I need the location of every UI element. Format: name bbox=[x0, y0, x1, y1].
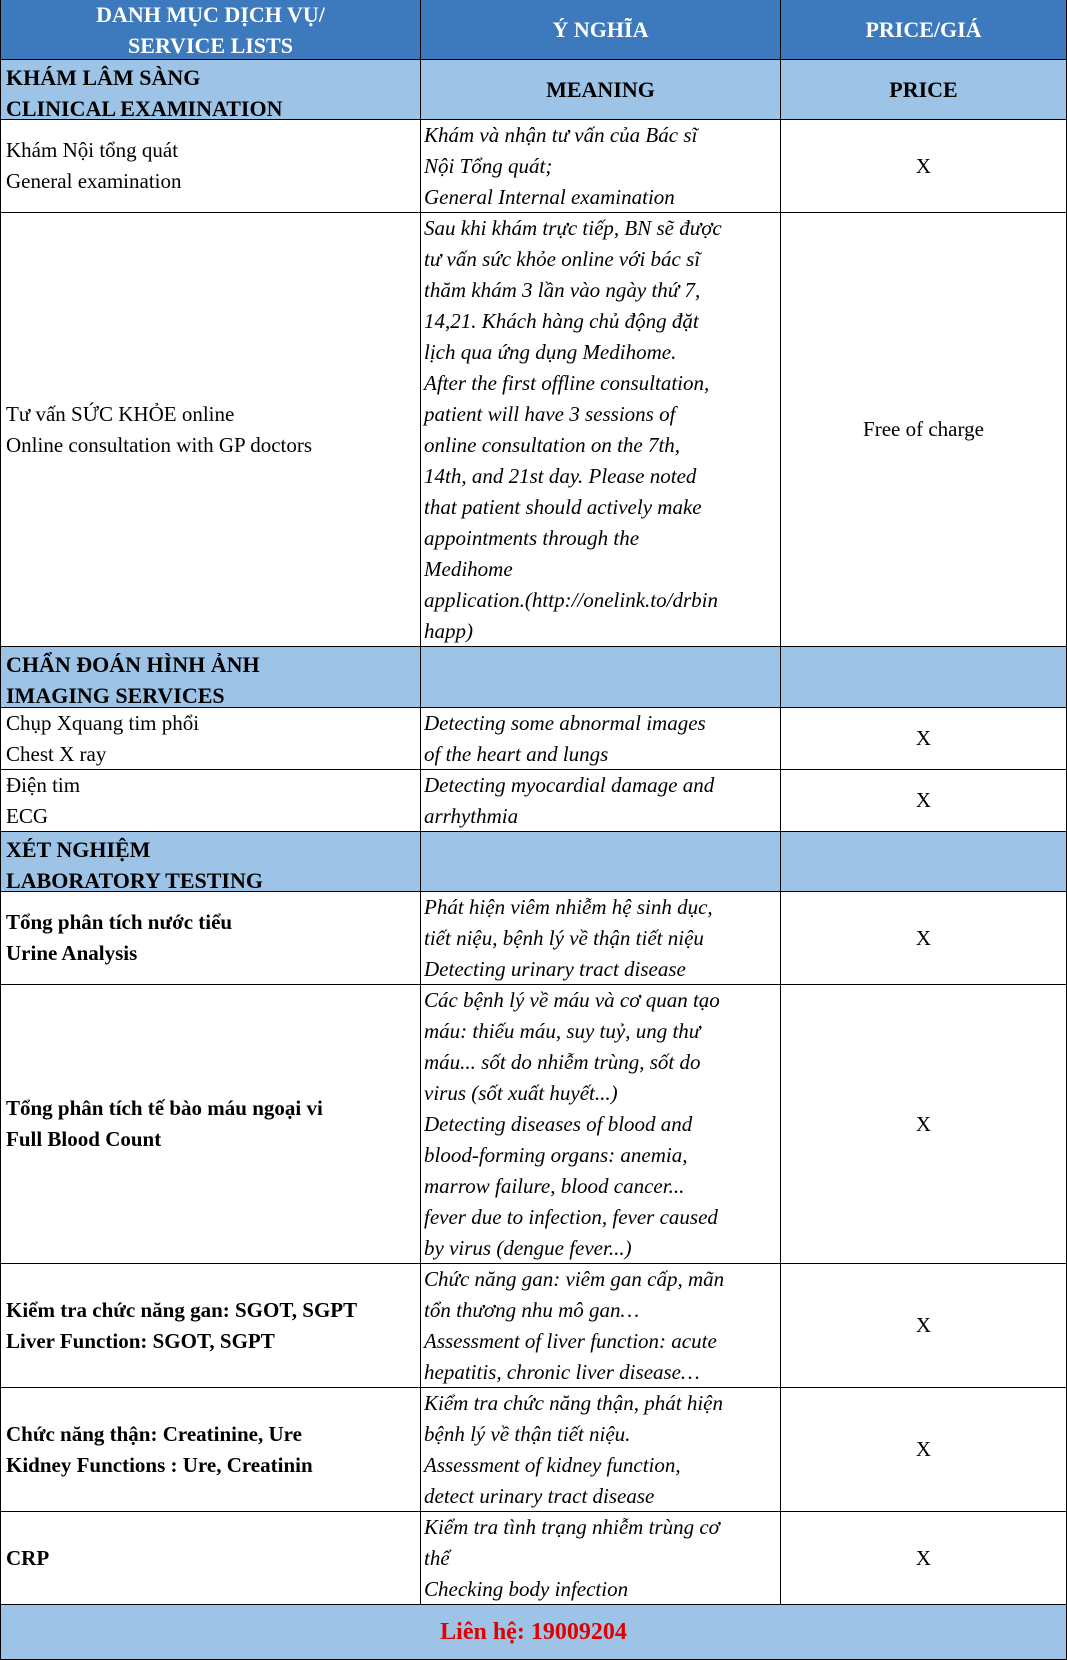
contact-hotline-text: Liên hệ: 19009204 bbox=[440, 1618, 627, 1645]
service-row-crp bbox=[0, 1512, 1067, 1605]
section-title-laboratory bbox=[0, 832, 421, 892]
meaning-line: thể bbox=[424, 1545, 450, 1570]
meaning-line: Kiểm tra tình trạng nhiễm trùng cơ bbox=[424, 1514, 720, 1539]
service-row-general-exam bbox=[0, 120, 1067, 213]
header-meaning bbox=[421, 0, 781, 60]
service-name-en: CRP bbox=[6, 1545, 50, 1570]
meaning-line: tư vấn sức khỏe online với bác sĩ bbox=[424, 246, 701, 271]
meaning-line: bệnh lý về thận tiết niệu. bbox=[424, 1421, 631, 1446]
price-value: X bbox=[915, 1111, 932, 1136]
service-row-urine-analysis bbox=[0, 892, 1067, 985]
price-value: X bbox=[915, 1545, 932, 1570]
service-name-vi: Khám Nội tổng quát bbox=[6, 138, 179, 162]
meaning-line: Sau khi khám trực tiếp, BN sẽ được bbox=[424, 215, 722, 240]
service-meaning bbox=[421, 213, 781, 647]
header-service-list bbox=[0, 0, 421, 60]
meaning-line: virus (sốt xuất huyết...) bbox=[424, 1080, 618, 1105]
section-row-clinical bbox=[0, 60, 1067, 120]
header-price-label: PRICE/GIÁ bbox=[865, 17, 982, 42]
section-price-header bbox=[781, 60, 1067, 120]
section-title-en: CLINICAL EXAMINATION bbox=[6, 96, 283, 120]
service-name bbox=[0, 120, 421, 213]
service-name bbox=[0, 1512, 421, 1605]
service-name-en: Full Blood Count bbox=[6, 1127, 162, 1151]
section-title-clinical bbox=[0, 60, 421, 120]
header-meaning-label: Ý NGHĨA bbox=[552, 17, 649, 42]
meaning-line: online consultation on the 7th, bbox=[424, 432, 681, 457]
meaning-line: Assessment of liver function: acute bbox=[424, 1328, 717, 1353]
section-price-header bbox=[781, 832, 1067, 892]
contact-hotline bbox=[0, 1605, 1067, 1660]
meaning-line: After the first offline consultation, bbox=[424, 370, 710, 395]
service-name bbox=[0, 892, 421, 985]
meaning-line: máu... sốt do nhiễm trùng, sốt do bbox=[424, 1049, 701, 1074]
service-name-en: Online consultation with GP doctors bbox=[6, 432, 313, 457]
meaning-line: Detecting urinary tract disease bbox=[424, 956, 686, 981]
meaning-line: lịch qua ứng dụng Medihome. bbox=[424, 339, 677, 364]
service-name bbox=[0, 708, 421, 770]
meaning-line: fever due to infection, fever caused bbox=[424, 1204, 718, 1229]
service-meaning bbox=[421, 985, 781, 1264]
meaning-line: Phát hiện viêm nhiễm hệ sinh dục, bbox=[424, 894, 713, 919]
meaning-line: application.(http://onelink.to/drbin bbox=[424, 587, 718, 612]
meaning-line: máu: thiếu máu, suy tuỷ, ung thư bbox=[424, 1018, 701, 1043]
service-name bbox=[0, 770, 421, 832]
meaning-line: Nội Tổng quát; bbox=[424, 153, 553, 178]
meaning-line: tiết niệu, bệnh lý về thận tiết niệu bbox=[424, 925, 704, 950]
section-meaning-header bbox=[421, 60, 781, 120]
service-name-en: Kidney Functions : Ure, Creatinin bbox=[6, 1452, 313, 1477]
meaning-line: Khám và nhận tư vấn của Bác sĩ bbox=[424, 122, 698, 147]
service-name-vi: Tư vấn SỨC KHỎE online bbox=[6, 401, 235, 426]
price-value: X bbox=[915, 925, 932, 950]
service-name bbox=[0, 1264, 421, 1388]
service-name-vi: Điện tim bbox=[6, 772, 81, 797]
section-meaning-header bbox=[421, 647, 781, 708]
service-price bbox=[781, 1388, 1067, 1512]
meaning-line: arrhythmia bbox=[424, 803, 519, 828]
service-name-en: Chest X ray bbox=[6, 741, 107, 766]
service-price bbox=[781, 120, 1067, 213]
meaning-line: 14th, and 21st day. Please noted bbox=[424, 463, 697, 488]
meaning-line: patient will have 3 sessions of bbox=[424, 401, 676, 426]
meaning-line: hepatitis, chronic liver disease… bbox=[424, 1359, 700, 1384]
footer-row bbox=[0, 1605, 1067, 1660]
service-meaning bbox=[421, 120, 781, 213]
meaning-line: 14,21. Khách hàng chủ động đặt bbox=[424, 308, 699, 333]
meaning-line: by virus (dengue fever...) bbox=[424, 1235, 632, 1260]
service-name-en: ECG bbox=[6, 803, 48, 828]
meaning-line: blood-forming organs: anemia, bbox=[424, 1142, 688, 1167]
service-meaning bbox=[421, 708, 781, 770]
service-row-kidney-function bbox=[0, 1388, 1067, 1512]
service-price bbox=[781, 213, 1067, 647]
service-row-ecg bbox=[0, 770, 1067, 832]
section-price-label: PRICE bbox=[889, 77, 958, 102]
price-value: Free of charge bbox=[863, 417, 984, 441]
service-name-vi: Kiểm tra chức năng gan: SGOT, SGPT bbox=[6, 1297, 358, 1322]
service-price bbox=[781, 985, 1067, 1264]
meaning-line: Detecting myocardial damage and bbox=[424, 772, 715, 797]
service-row-chest-xray bbox=[0, 708, 1067, 770]
meaning-line: Detecting diseases of blood and bbox=[424, 1111, 693, 1136]
section-price-header bbox=[781, 647, 1067, 708]
meaning-line: detect urinary tract disease bbox=[424, 1483, 655, 1508]
meaning-line: General Internal examination bbox=[424, 184, 675, 209]
header-service-list-label: DANH MỤC DỊCH VỤ/ SERVICE LISTS bbox=[96, 1, 325, 58]
section-title-vi: XÉT NGHIỆM bbox=[6, 837, 151, 862]
meaning-line: Checking body infection bbox=[424, 1576, 629, 1601]
service-price bbox=[781, 892, 1067, 985]
section-row-imaging bbox=[0, 647, 1067, 708]
service-row-liver-function bbox=[0, 1264, 1067, 1388]
service-name-vi: Chụp Xquang tim phổi bbox=[6, 710, 200, 735]
service-price bbox=[781, 1264, 1067, 1388]
price-value: X bbox=[915, 1437, 932, 1461]
price-value: X bbox=[915, 153, 932, 178]
service-name bbox=[0, 213, 421, 647]
meaning-line: Các bệnh lý về máu và cơ quan tạo bbox=[424, 987, 720, 1012]
service-name-vi: Chức năng thận: Creatinine, Ure bbox=[6, 1421, 302, 1446]
section-title-vi: CHẨN ĐOÁN HÌNH ẢNH bbox=[6, 652, 260, 677]
service-name-en: Liver Function: SGOT, SGPT bbox=[6, 1328, 275, 1353]
section-row-laboratory bbox=[0, 832, 1067, 892]
meaning-line: happ) bbox=[424, 618, 473, 643]
service-price bbox=[781, 770, 1067, 832]
price-value: X bbox=[915, 1313, 932, 1337]
section-title-vi: KHÁM LÂM SÀNG bbox=[6, 65, 201, 90]
service-meaning bbox=[421, 1388, 781, 1512]
price-value: X bbox=[915, 788, 932, 812]
section-title-en: IMAGING SERVICES bbox=[6, 683, 225, 708]
service-meaning bbox=[421, 1264, 781, 1388]
service-meaning bbox=[421, 770, 781, 832]
service-name-vi: Tổng phân tích tế bào máu ngoại vi bbox=[6, 1096, 323, 1120]
meaning-line: tổn thương nhu mô gan… bbox=[424, 1297, 640, 1322]
meaning-line: Assessment of kidney function, bbox=[424, 1452, 681, 1477]
section-title-en: LABORATORY TESTING bbox=[6, 868, 263, 892]
service-price bbox=[781, 1512, 1067, 1605]
service-meaning bbox=[421, 1512, 781, 1605]
service-row-full-blood-count bbox=[0, 985, 1067, 1264]
section-meaning-label: MEANING bbox=[546, 77, 655, 102]
service-name-en: Urine Analysis bbox=[6, 941, 138, 965]
meaning-line: Medihome bbox=[424, 556, 513, 581]
section-title-imaging bbox=[0, 647, 421, 708]
service-name-vi: Tổng phân tích nước tiểu bbox=[6, 910, 233, 934]
section-meaning-header bbox=[421, 832, 781, 892]
service-price bbox=[781, 708, 1067, 770]
price-value: X bbox=[915, 726, 932, 750]
meaning-line: Chức năng gan: viêm gan cấp, mãn bbox=[424, 1266, 725, 1291]
header-price bbox=[781, 0, 1067, 60]
service-meaning bbox=[421, 892, 781, 985]
service-row-online-consultation bbox=[0, 213, 1067, 647]
service-name bbox=[0, 985, 421, 1264]
meaning-line: that patient should actively make bbox=[424, 494, 702, 519]
meaning-line: Detecting some abnormal images bbox=[424, 710, 706, 735]
meaning-line: appointments through the bbox=[424, 525, 640, 550]
meaning-line: thăm khám 3 lần vào ngày thứ 7, bbox=[424, 277, 701, 302]
meaning-line: Kiểm tra chức năng thận, phát hiện bbox=[424, 1390, 724, 1415]
service-name bbox=[0, 1388, 421, 1512]
table-header-row bbox=[0, 0, 1067, 60]
meaning-line: marrow failure, blood cancer... bbox=[424, 1173, 685, 1198]
service-name-en: General examination bbox=[6, 169, 182, 193]
meaning-line: of the heart and lungs bbox=[424, 741, 609, 766]
